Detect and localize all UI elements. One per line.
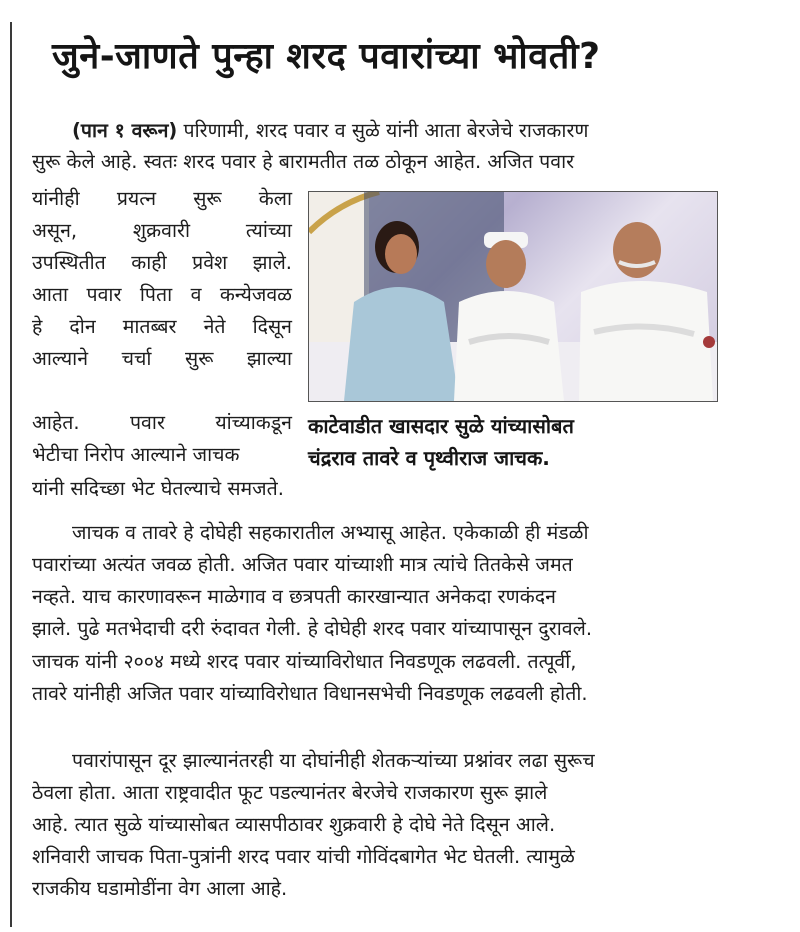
article-line: तावरे यांनीही अजित पवार यांच्याविरोधात विधानसभेची निवडणूक लढवली होती. bbox=[32, 682, 588, 705]
article-line: पवारांपासून दूर झाल्यानंतरही या दोघांनीही शेतकऱ्यांच्या प्रश्नांवर लढा सुरूच bbox=[72, 749, 595, 772]
article-line: आता पवार पिता व कन्येजवळ bbox=[32, 283, 292, 306]
article-line: आहे. त्यात सुळे यांच्यासोबत व्यासपीठावर शुक्रवारी हे दोघे नेते दिसून आले. bbox=[32, 813, 556, 836]
article-line: हे दोन मातब्बर नेते दिसून bbox=[32, 315, 292, 338]
article-headline: जुने-जाणते पुन्हा शरद पवारांच्या भोवती? bbox=[52, 36, 601, 77]
article-line: उपस्थितीत काही प्रवेश झाले. bbox=[32, 251, 292, 274]
article-line: आल्याने चर्चा सुरू झाल्या bbox=[32, 347, 292, 370]
column-rule bbox=[10, 22, 12, 927]
article-line: आहेत. पवार यांच्याकडून bbox=[32, 411, 292, 434]
photo-caption-line: काटेवाडीत खासदार सुळे यांच्यासोबत bbox=[308, 414, 574, 438]
article-line: नव्हते. याच कारणावरून माळेगाव व छत्रपती कारखान्यात अनेकदा रणकंदन bbox=[32, 585, 556, 608]
article-line: झाले. पुढे मतभेदाची दरी रुंदावत गेली. हे दोघेही शरद पवार यांच्यापासून दुरावले. bbox=[32, 617, 593, 640]
article-line: ठेवला होता. आता राष्ट्रवादीत फूट पडल्यानंतर बेरजेचे राजकारण सुरू झाले bbox=[32, 781, 548, 804]
article-line: राजकीय घडामोडींना वेग आला आहे. bbox=[32, 877, 288, 900]
article-line: शनिवारी जाचक पिता-पुत्रांनी शरद पवार यांची गोविंदबागेत भेट घेतली. त्यामुळे bbox=[32, 845, 575, 868]
article-line: सुरू केले आहे. स्वतः शरद पवार हे बारामतीत तळ ठोकून आहेत. अजित पवार bbox=[32, 150, 575, 173]
article-line: जाचक व तावरे हे दोघेही सहकारातील अभ्यासू आहेत. एकेकाळी ही मंडळी bbox=[72, 521, 589, 544]
news-photo bbox=[308, 191, 718, 402]
article-line: यांनी सदिच्छा भेट घेतल्याचे समजते. bbox=[32, 477, 284, 500]
photo-caption-line: चंद्रराव तावरे व पृथ्वीराज जाचक. bbox=[308, 446, 550, 470]
article-line: (पान १ वरून) परिणामी, शरद पवार व सुळे यांनी आता बेरजेचे राजकारण bbox=[72, 119, 589, 142]
article-line: असून, शुक्रवारी त्यांच्या bbox=[32, 219, 292, 242]
article-line: यांनीही प्रयत्न सुरू केला bbox=[32, 187, 292, 210]
photo-illustration bbox=[309, 192, 717, 401]
article-line: भेटीचा निरोप आल्याने जाचक bbox=[32, 443, 240, 466]
article-line: जाचक यांनी २००४ मध्ये शरद पवार यांच्याविरोधात निवडणूक लढवली. तत्पूर्वी, bbox=[32, 650, 577, 673]
continuation-marker: (पान १ वरून) bbox=[72, 119, 178, 142]
article-line: पवारांच्या अत्यंत जवळ होती. अजित पवार यांच्याशी मात्र त्यांचे तितकेसे जमत bbox=[32, 553, 573, 576]
